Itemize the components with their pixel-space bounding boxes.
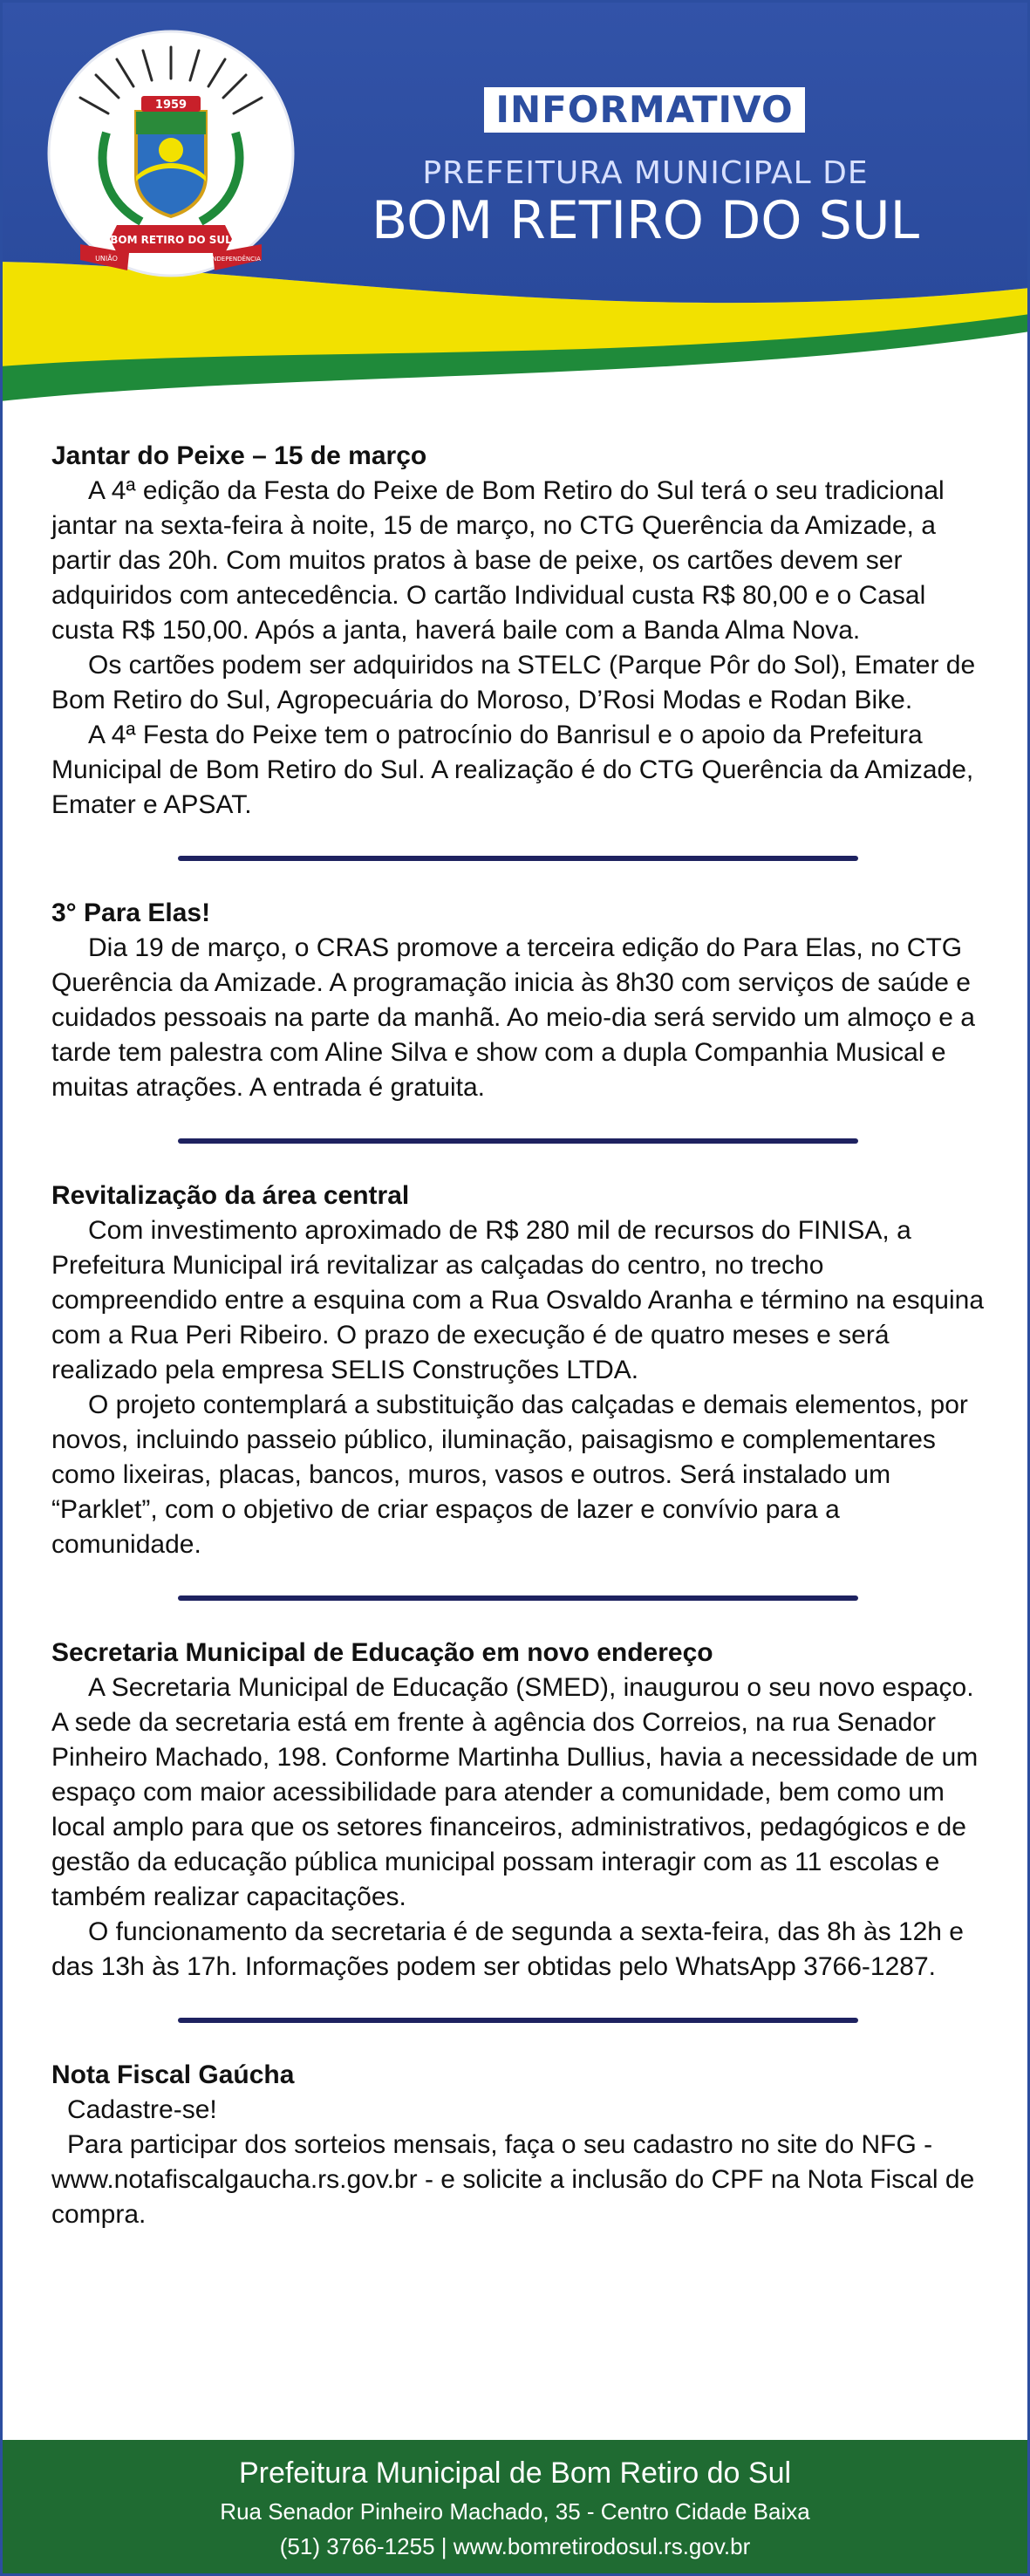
header-title: BOM RETIRO DO SUL xyxy=(371,190,920,251)
footer xyxy=(0,2440,1030,2576)
header-banner xyxy=(0,0,1030,410)
article-paragraph: Para participar dos sorteios mensais, faça o seu cadastro no site do NFG - www.notafiscalgaucha.rs.gov.br - e solicite a inclusão do CPF na Nota Fiscal de compra. xyxy=(51,2130,975,2229)
section-divider xyxy=(178,1595,858,1601)
article-title: 3° Para Elas! xyxy=(51,899,211,927)
article-title: Secretaria Municipal de Educação em novo endereço xyxy=(51,1638,713,1667)
article-secretaria-educacao xyxy=(51,1636,985,1985)
article-paragraph: Cadastre-se! xyxy=(67,2095,217,2124)
footer-contact: (51) 3766-1255 | www.bomretirodosul.rs.gov.br xyxy=(279,2533,751,2559)
article-jantar-do-peixe xyxy=(51,439,985,823)
article-revitalizacao xyxy=(51,1179,985,1562)
article-paragraph: A 4ª Festa do Peixe tem o patrocínio do Banrisul e o apoio da Prefeitura Municipal de Bom Retiro do Sul. A realização é do CTG Querência da Amizade, Emater e APSAT. xyxy=(51,721,974,819)
footer-organization-name: Prefeitura Municipal de Bom Retiro do Sul xyxy=(238,2456,792,2490)
newsletter-content xyxy=(51,439,985,2232)
footer-address: Rua Senador Pinheiro Machado, 35 - Centro Cidade Baixa xyxy=(220,2498,810,2525)
article-paragraph: O funcionamento da secretaria é de segunda a sexta-feira, das 8h às 12h e das 13h às 17h. Informações podem ser obtidas pelo WhatsApp 3766-1287. xyxy=(51,1917,964,1981)
municipal-seal xyxy=(45,28,297,279)
article-title: Jantar do Peixe – 15 de março xyxy=(51,441,427,470)
header-subtitle: PREFEITURA MUNICIPAL DE xyxy=(422,155,869,191)
article-paragraph: Com investimento aproximado de R$ 280 mil de recursos do FINISA, a Prefeitura Municipal irá revitalizar as calçadas do centro, no trecho compreendido entre a esquina com a Rua Osvaldo Aranha e término na esquina com a Rua Peri Ribeiro. O prazo de execução é de quatro meses e será realizado pela empresa SELIS Construções LTDA. xyxy=(51,1216,984,1384)
article-nota-fiscal-gaucha xyxy=(51,2058,985,2232)
section-divider xyxy=(178,2018,858,2023)
article-title: Nota Fiscal Gaúcha xyxy=(51,2060,295,2089)
seal-ribbon-right: INDEPENDÊNCIA xyxy=(210,256,261,263)
section-divider xyxy=(178,856,858,861)
informativo-badge: INFORMATIVO xyxy=(484,87,805,133)
article-paragraph: A 4ª edição da Festa do Peixe de Bom Retiro do Sul terá o seu tradicional jantar na sexta-feira à noite, 15 de março, no CTG Querência da Amizade, a partir das 20h. Com muitos pratos à base de peixe, os cartões devem ser adquiridos com antecedência. O cartão Individual custa R$ 80,00 e o Casal custa R$ 150,00. Após a janta, haverá baile com a Banda Alma Nova. xyxy=(51,476,945,645)
article-paragraph: A Secretaria Municipal de Educação (SMED), inaugurou o seu novo espaço. A sede da secretaria está em frente à agência dos Correios, na rua Senador Pinheiro Machado, 198. Conforme Martinha Dullius, havia a necessidade de um espaço com maior acessibilidade para atender a comunidade, bem como um local amplo para que os setores financeiros, administrativos, pedagógicos e de gestão da educação pública municipal possam interagir com as 11 escolas e também realizar capacitações. xyxy=(51,1673,979,1911)
seal-year: 1959 xyxy=(154,99,188,112)
seal-banner: BOM RETIRO DO SUL xyxy=(110,234,232,246)
article-para-elas xyxy=(51,896,985,1105)
seal-ribbon-left: UNIÃO xyxy=(95,255,118,263)
article-paragraph: Dia 19 de março, o CRAS promove a terceira edição do Para Elas, no CTG Querência da Amizade. A programação inicia às 8h30 com serviços de saúde e cuidados pessoais na parte da manhã. Ao meio-dia será servido um almoço e a tarde tem palestra com Aline Silva e show com a dupla Companhia Musical e muitas atrações. A entrada é gratuita. xyxy=(51,933,975,1102)
section-divider xyxy=(178,1138,858,1144)
article-paragraph: O projeto contemplará a substituição das calçadas e demais elementos, por novos, incluindo passeio público, iluminação, paisagismo e complementares como lixeiras, placas, bancos, muros, vasos e outros. Será instalado um “Parklet”, com o objetivo de criar espaços de lazer e convívio para a comunidade. xyxy=(51,1390,968,1559)
article-title: Revitalização da área central xyxy=(51,1181,410,1210)
article-paragraph: Os cartões podem ser adquiridos na STELC (Parque Pôr do Sol), Emater de Bom Retiro do Sul, Agropecuária do Moroso, D’Rosi Modas e Rodan Bike. xyxy=(51,651,976,714)
